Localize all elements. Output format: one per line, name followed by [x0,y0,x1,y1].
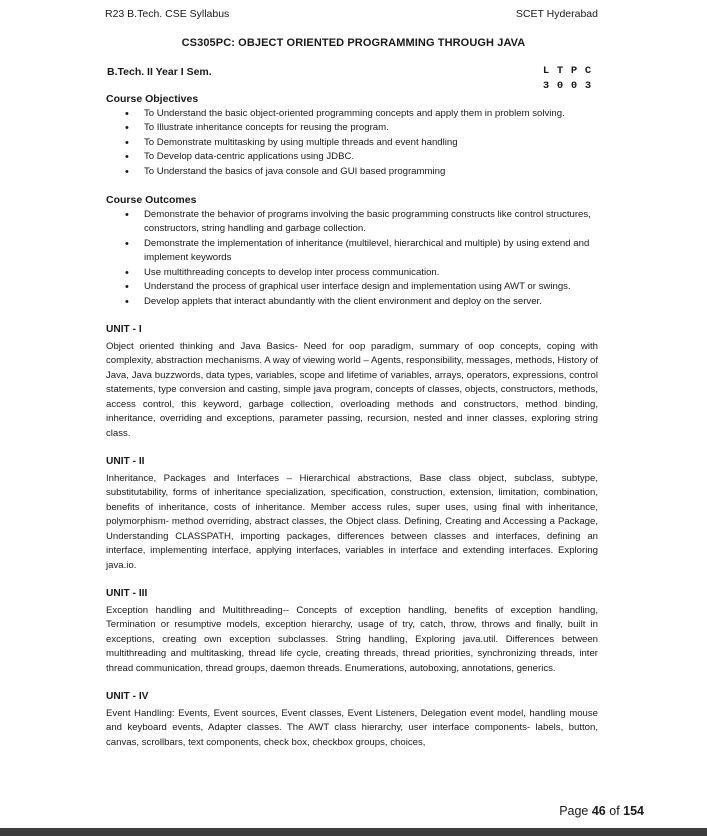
list-item: • To Illustrate inheritance concepts for reusing the program. [134,121,598,136]
unit-2-title: UNIT - II [106,456,145,467]
bottom-bar [0,828,707,836]
outcomes-list [106,208,598,310]
course-title: CS305PC: OBJECT ORIENTED PROGRAMMING THROUGH JAVA [181,37,526,49]
list-item: • To Demonstrate multitasking by using multiple threads and event handling [134,136,598,151]
unit-2-body: Inheritance, Packages and Interfaces – Hierarchical abstractions, Base class object, subclass, subtype, substitutability, forms of inheritance specialization, specification, construction, extension, limitation, combination, benefits of inheritance, costs of inheritance. Member access rules, super uses, using final with inheritance, polymorphism- method overriding, abstract classes, the Object class. Defining, Creating and Accessing a Package, Understanding CLASSPATH, importing packages, differences between classes and interfaces, defining an interface, implementing interface, applying interfaces, variables in interface and extending interfaces. Exploring java.io. [106,472,598,571]
list-item: • To Understand the basics of java console and GUI based programming [134,165,598,180]
year-semester: B.Tech. II Year I Sem. [107,66,212,78]
ltpc-value: 0 [556,80,564,92]
ltpc-value: 0 [570,80,578,92]
list-item: • Demonstrate the implementation of inheritance (multilevel, hierarchical and multiple) by using extend and implement keywords [134,237,598,266]
header-right: SCET Hyderabad [515,8,598,20]
objectives-heading: Course Objectives [106,93,199,105]
ltpc-table [539,64,595,94]
ltpc-label: C [584,65,592,77]
unit-4-title: UNIT - IV [106,691,149,702]
page-of: of [605,804,624,818]
ltpc-labels [539,64,595,79]
page-prefix: Page [559,804,592,818]
unit-1-title: UNIT - I [106,324,142,335]
list-item: • Use multithreading concepts to develop inter process communication. [134,266,598,281]
page-number [559,804,644,818]
header-left: R23 B.Tech. CSE Syllabus [105,8,230,20]
objectives-list [106,107,598,180]
list-item: • To Understand the basic object-oriented programming concepts and apply them in problem solving. [134,107,598,122]
outcomes-heading: Course Outcomes [106,194,197,206]
page-current: 46 [591,804,606,818]
page-total: 154 [623,804,644,818]
ltpc-label: L [542,65,550,77]
unit-1-body: Object oriented thinking and Java Basics- Need for oop paradigm, summary of oop concepts, coping with complexity, abstraction mechanisms. A way of viewing world – Agents, responsibility, messages, methods, History of Java, Java buzzwords, data types, variables, scope and lifetime of variables, arrays, operators, expressions, control statements, type conversion and casting, simple java program, concepts of classes, objects, constructors, methods, access control, this keyword, garbage collection, overloading methods and constructors, method binding, inheritance, overriding and exceptions, parameter passing, recursion, nested and inner classes, exploring string class. [106,340,598,439]
list-item: • Demonstrate the behavior of programs involving the basic programming constructs like control structures, constructors, string handling and garbage collection. [134,208,598,237]
ltpc-value: 3 [584,80,592,92]
list-item: • To Develop data-centric applications using JDBC. [134,150,598,165]
unit-3-body: Exception handling and Multithreading-- Concepts of exception handling, benefits of exception handling, Termination or resumptive models, exception hierarchy, usage of try, catch, throw, throws and finally, built in exceptions, creating own exception subclasses. String handling, Exploring java.util. Differences between multithreading and multitasking, thread life cycle, creating threads, thread priorities, synchronizing threads, inter thread communication, thread groups, daemon threads. Enumerations, autoboxing, annotations, generics. [106,604,598,674]
list-item: • Understand the process of graphical user interface design and implementation using AWT or swings. [134,280,598,295]
unit-3-title: UNIT - III [106,588,148,599]
ltpc-label: T [556,65,564,77]
syllabus-content [106,92,598,750]
ltpc-value: 3 [542,80,550,92]
list-item: • Develop applets that interact abundantly with the client environment and deploy on the server. [134,295,598,310]
unit-4-body: Event Handling: Events, Event sources, Event classes, Event Listeners, Delegation event model, handling mouse and keyboard events, Adapter classes. The AWT class hierarchy, user interface components- labels, button, canvas, scrollbars, text components, check box, checkbox groups, choices, [106,707,598,748]
ltpc-label: P [570,65,578,77]
